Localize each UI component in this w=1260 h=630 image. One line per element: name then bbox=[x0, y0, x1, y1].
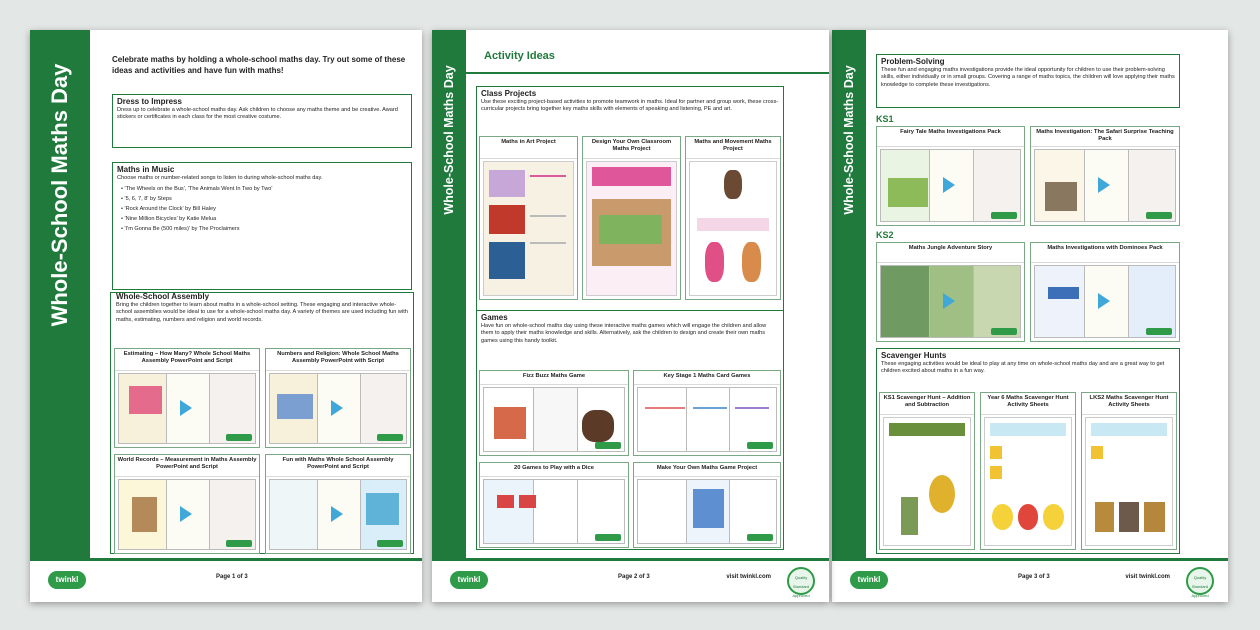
card-thumbnail bbox=[118, 479, 256, 550]
twinkl-logo: twinkl bbox=[450, 571, 488, 589]
resource-card[interactable] bbox=[479, 462, 629, 548]
card-thumbnail bbox=[880, 149, 1021, 222]
card-title: Make Your Own Maths Game Project bbox=[634, 463, 780, 477]
song-item: • 'I'm Gonna Be (500 miles)' by The Proclaimers bbox=[121, 226, 240, 233]
activity-heading: Activity Ideas bbox=[484, 50, 555, 62]
resource-card[interactable] bbox=[114, 454, 260, 554]
page-number: Page 3 of 3 bbox=[1018, 574, 1050, 580]
card-title: Maths Investigations with Dominoes Pack bbox=[1031, 243, 1179, 263]
resource-card[interactable] bbox=[980, 392, 1076, 550]
resource-card[interactable] bbox=[685, 136, 781, 300]
resource-card[interactable] bbox=[1030, 126, 1180, 226]
intro-text: Celebrate maths by holding a whole-school maths day. Try out some of these ideas and activities and have fun with maths! bbox=[112, 55, 406, 75]
page-footer bbox=[432, 558, 829, 602]
card-thumbnail bbox=[1034, 265, 1176, 338]
resource-card[interactable] bbox=[265, 454, 411, 554]
page-number: Page 1 of 3 bbox=[216, 574, 248, 580]
resource-card[interactable] bbox=[1030, 242, 1180, 342]
play-icon bbox=[331, 400, 343, 416]
problem-solving-title: Problem-Solving bbox=[881, 57, 945, 66]
resource-card[interactable] bbox=[1081, 392, 1177, 550]
ks1-heading: KS1 bbox=[876, 114, 894, 124]
song-item: • 'The Wheels on the Bus', 'The Animals Went In Two by Two' bbox=[121, 186, 273, 193]
page-number: Page 2 of 3 bbox=[618, 574, 650, 580]
resource-card[interactable] bbox=[479, 136, 578, 300]
resource-card[interactable] bbox=[582, 136, 681, 300]
resource-card[interactable] bbox=[879, 392, 975, 550]
resource-card[interactable] bbox=[265, 348, 411, 448]
card-thumbnail bbox=[1034, 149, 1176, 222]
scavenger-title: Scavenger Hunts bbox=[881, 351, 947, 360]
dress-title: Dress to Impress bbox=[117, 97, 182, 106]
music-text: Choose maths or number-related songs to listen to during whole-school maths day. bbox=[117, 175, 323, 181]
card-title: Maths Jungle Adventure Story bbox=[877, 243, 1024, 263]
assembly-title: Whole-School Assembly bbox=[116, 292, 210, 301]
card-title: Key Stage 1 Maths Card Games bbox=[634, 371, 780, 385]
card-thumbnail bbox=[118, 373, 256, 444]
card-title: Fun with Maths Whole School Assembly PowerPoint and Script bbox=[266, 455, 410, 477]
card-title: 20 Games to Play with a Dice bbox=[480, 463, 628, 477]
card-title: Fizz Buzz Maths Game bbox=[480, 371, 628, 385]
side-band bbox=[30, 30, 90, 602]
games-title: Games bbox=[481, 313, 508, 322]
side-band-title: Whole-School Maths Day bbox=[842, 65, 856, 215]
page-2 bbox=[432, 30, 829, 602]
visit-link[interactable]: visit twinkl.com bbox=[726, 574, 771, 580]
card-thumbnail bbox=[269, 373, 407, 444]
side-band bbox=[832, 30, 866, 602]
play-icon bbox=[943, 177, 955, 193]
card-thumbnail bbox=[637, 479, 777, 544]
card-title: Fairy Tale Maths Investigations Pack bbox=[877, 127, 1024, 147]
card-thumbnail bbox=[689, 161, 777, 296]
class-projects-title: Class Projects bbox=[481, 89, 537, 98]
card-thumbnail bbox=[637, 387, 777, 452]
resource-card[interactable] bbox=[876, 242, 1025, 342]
quality-seal-icon: Quality Standard Approved bbox=[787, 567, 815, 595]
music-box bbox=[112, 162, 412, 290]
card-thumbnail bbox=[1085, 417, 1173, 546]
games-text: Have fun on whole-school maths day using these interactive maths games which will engage the children and allow them to apply their maths knowledge and skills. Alternatively, ask the children to design and create their own maths games using this handy toolkit. bbox=[481, 323, 767, 344]
card-title: Maths and Movement Maths Project bbox=[686, 137, 780, 159]
heading-divider bbox=[466, 72, 829, 74]
side-band-title: Whole-School Maths Day bbox=[47, 63, 72, 327]
problem-solving-box bbox=[876, 54, 1180, 108]
card-thumbnail bbox=[586, 161, 677, 296]
resource-card[interactable] bbox=[633, 370, 781, 456]
card-title: Numbers and Religion: Whole School Maths Assembly PowerPoint with Script bbox=[266, 349, 410, 371]
resource-card[interactable] bbox=[876, 126, 1025, 226]
twinkl-logo: twinkl bbox=[850, 571, 888, 589]
card-thumbnail bbox=[984, 417, 1072, 546]
page-3 bbox=[832, 30, 1228, 602]
assembly-text: Bring the children together to learn about maths in a whole-school setting. These engaging and interactive whole-school assemblies would be ideal to use for a whole-school maths day. A variety of themes are used including fun with maths, estimating, numbers and religion and world records. bbox=[116, 302, 408, 323]
music-title: Maths in Music bbox=[117, 165, 175, 174]
play-icon bbox=[180, 506, 192, 522]
resource-card[interactable] bbox=[114, 348, 260, 448]
song-item: • 'Nine Million Bicycles' by Katie Melua bbox=[121, 216, 217, 223]
twinkl-logo: twinkl bbox=[48, 571, 86, 589]
class-projects-text: Use these exciting project-based activities to promote teamwork in maths. Ideal for partner and group work, these cross-curricular projects bring together key maths skills with elements of speaking and listening, PE and art. bbox=[481, 99, 779, 113]
song-item: • '5, 6, 7, 8' by Steps bbox=[121, 196, 172, 203]
play-icon bbox=[1098, 177, 1110, 193]
resource-card[interactable] bbox=[633, 462, 781, 548]
scavenger-text: These engaging activities would be ideal to play at any time on whole-school maths day and are a great way to get children excited about maths in a fun way. bbox=[881, 361, 1165, 375]
card-title: World Records – Measurement in Maths Assembly PowerPoint and Script bbox=[115, 455, 259, 477]
page-footer bbox=[832, 558, 1228, 602]
song-item: • 'Rock Around the Clock' by Bill Haley bbox=[121, 206, 216, 213]
card-title: LKS2 Maths Scavenger Hunt Activity Sheets bbox=[1082, 393, 1176, 415]
page-1 bbox=[30, 30, 422, 602]
dress-box bbox=[112, 94, 412, 148]
quality-seal-icon: Quality Standard Approved bbox=[1186, 567, 1214, 595]
card-thumbnail bbox=[483, 387, 625, 452]
play-icon bbox=[180, 400, 192, 416]
visit-link[interactable]: visit twinkl.com bbox=[1125, 574, 1170, 580]
card-title: Design Your Own Classroom Maths Project bbox=[583, 137, 680, 159]
side-band bbox=[432, 30, 466, 602]
card-title: KS1 Scavenger Hunt – Addition and Subtraction bbox=[880, 393, 974, 415]
ks2-heading: KS2 bbox=[876, 230, 894, 240]
dress-text: Dress up to celebrate a whole-school maths day. Ask children to choose any maths theme and be creative. Award stickers or certificates in each class for the most creative costume. bbox=[117, 107, 398, 121]
problem-solving-text: These fun and engaging maths investigations provide the ideal opportunity for children to use their problem-solving skills, either individually or in small groups. Covering a range of maths topics, the children will love applying their maths knowledge to complete these investigations. bbox=[881, 67, 1175, 88]
page-footer bbox=[30, 558, 422, 602]
play-icon bbox=[1098, 293, 1110, 309]
resource-card[interactable] bbox=[479, 370, 629, 456]
card-title: Estimating – How Many? Whole School Maths Assembly PowerPoint and Script bbox=[115, 349, 259, 371]
card-thumbnail bbox=[483, 479, 625, 544]
card-thumbnail bbox=[483, 161, 574, 296]
card-thumbnail bbox=[880, 265, 1021, 338]
side-band-title: Whole-School Maths Day bbox=[442, 65, 456, 215]
play-icon bbox=[331, 506, 343, 522]
card-title: Maths Investigation: The Safari Surprise Teaching Pack bbox=[1031, 127, 1179, 147]
card-thumbnail bbox=[269, 479, 407, 550]
card-title: Year 6 Maths Scavenger Hunt Activity Sheets bbox=[981, 393, 1075, 415]
card-thumbnail bbox=[883, 417, 971, 546]
card-title: Maths in Art Project bbox=[480, 137, 577, 159]
play-icon bbox=[943, 293, 955, 309]
